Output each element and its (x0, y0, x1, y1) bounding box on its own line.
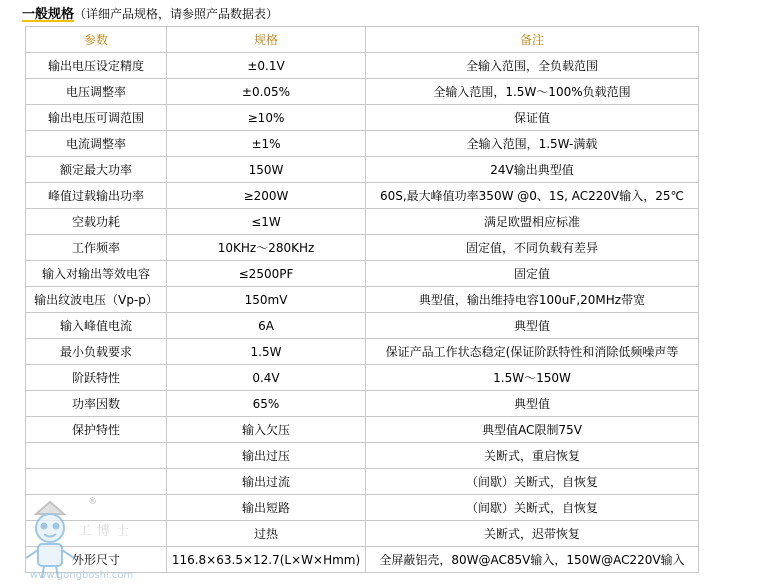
table-row (26, 469, 699, 495)
remark-cell: （间歇）关断式，自恢复 (366, 495, 699, 521)
table-row (26, 157, 699, 183)
table-row (26, 365, 699, 391)
spec-cell: 输入欠压 (167, 417, 366, 443)
param-cell: 电压调整率 (26, 79, 167, 105)
table-row (26, 209, 699, 235)
table-row (26, 391, 699, 417)
spec-cell: 10KHz～280KHz (167, 235, 366, 261)
spec-cell: 过热 (167, 521, 366, 547)
table-row (26, 261, 699, 287)
remark-cell: 固定值 (366, 261, 699, 287)
spec-cell: 1.5W (167, 339, 366, 365)
remark-cell: 满足欧盟相应标准 (366, 209, 699, 235)
spec-cell: ±0.1V (167, 53, 366, 79)
param-cell: 保护特性 (26, 417, 167, 443)
section-note: （详细产品规格，请参照产品数据表） (74, 7, 279, 21)
table-row (26, 79, 699, 105)
table-row (26, 53, 699, 79)
spec-cell: 65% (167, 391, 366, 417)
param-cell: 输出电压可调范围 (26, 105, 167, 131)
remark-cell: 关断式，迟带恢复 (366, 521, 699, 547)
spec-cell: ±0.05% (167, 79, 366, 105)
remark-cell: 关断式，重启恢复 (366, 443, 699, 469)
column-header-remark: 备注 (366, 27, 699, 53)
remark-cell: 保证产品工作状态稳定(保证阶跃特性和消除低频噪声等 (366, 339, 699, 365)
table-row (26, 105, 699, 131)
param-cell: 外形尺寸 (26, 547, 167, 573)
column-header-spec: 规格 (167, 27, 366, 53)
table-row (26, 183, 699, 209)
table-header-row (26, 27, 699, 53)
section-title: 一般规格 (22, 7, 75, 22)
table-row (26, 417, 699, 443)
column-header-parameter: 参数 (26, 27, 167, 53)
table-row (26, 547, 699, 573)
param-cell (26, 469, 167, 495)
param-cell: 输入对输出等效电容 (26, 261, 167, 287)
remark-cell: 固定值，不同负载有差异 (366, 235, 699, 261)
table-row (26, 235, 699, 261)
remark-cell: 全输入范围，全负载范围 (366, 53, 699, 79)
spec-cell: ≤1W (167, 209, 366, 235)
table-row (26, 339, 699, 365)
watermark-registered: ® (88, 497, 97, 507)
spec-cell: ≥200W (167, 183, 366, 209)
param-cell: 空载功耗 (26, 209, 167, 235)
remark-cell: 典型值，输出维持电容100uF,20MHz带宽 (366, 287, 699, 313)
spec-cell: 输出短路 (167, 495, 366, 521)
table-row (26, 495, 699, 521)
spec-cell: ±1% (167, 131, 366, 157)
remark-cell: 1.5W～150W (366, 365, 699, 391)
table-row (26, 287, 699, 313)
remark-cell: 全屏蔽铝壳，80W@AC85V输入，150W@AC220V输入 (366, 547, 699, 573)
spec-cell: ≤2500PF (167, 261, 366, 287)
param-cell: 输出电压设定精度 (26, 53, 167, 79)
remark-cell: 典型值 (366, 313, 699, 339)
table-row (26, 443, 699, 469)
remark-cell: 60S,最大峰值功率350W @0、1S, AC220V输入，25℃ (366, 183, 699, 209)
param-cell: 峰值过载输出功率 (26, 183, 167, 209)
param-cell: 额定最大功率 (26, 157, 167, 183)
table-row (26, 313, 699, 339)
spec-cell: 6A (167, 313, 366, 339)
param-cell: 输入峰值电流 (26, 313, 167, 339)
remark-cell: 24V输出典型值 (366, 157, 699, 183)
watermark-url: www.gongboshi.com (30, 570, 134, 581)
spec-cell: 输出过流 (167, 469, 366, 495)
watermark-brand: 工博士 (78, 524, 136, 539)
spec-cell: 0.4V (167, 365, 366, 391)
spec-table (25, 26, 699, 573)
spec-cell: 150mV (167, 287, 366, 313)
param-cell: 电流调整率 (26, 131, 167, 157)
remark-cell: （间歇）关断式，自恢复 (366, 469, 699, 495)
section-heading (22, 5, 278, 23)
remark-cell: 全输入范围，1.5W～100%负载范围 (366, 79, 699, 105)
table-row (26, 131, 699, 157)
remark-cell: 典型值AC限制75V (366, 417, 699, 443)
spec-cell: 输出过压 (167, 443, 366, 469)
param-cell (26, 443, 167, 469)
spec-cell: 150W (167, 157, 366, 183)
param-cell: 输出纹波电压（Vp-p） (26, 287, 167, 313)
remark-cell: 典型值 (366, 391, 699, 417)
param-cell: 工作频率 (26, 235, 167, 261)
param-cell: 功率因数 (26, 391, 167, 417)
remark-cell: 保证值 (366, 105, 699, 131)
spec-cell: 116.8×63.5×12.7(L×W×Hmm) (167, 547, 366, 573)
param-cell: 阶跃特性 (26, 365, 167, 391)
spec-cell: ≥10% (167, 105, 366, 131)
remark-cell: 全输入范围，1.5W-满载 (366, 131, 699, 157)
param-cell: 最小负载要求 (26, 339, 167, 365)
